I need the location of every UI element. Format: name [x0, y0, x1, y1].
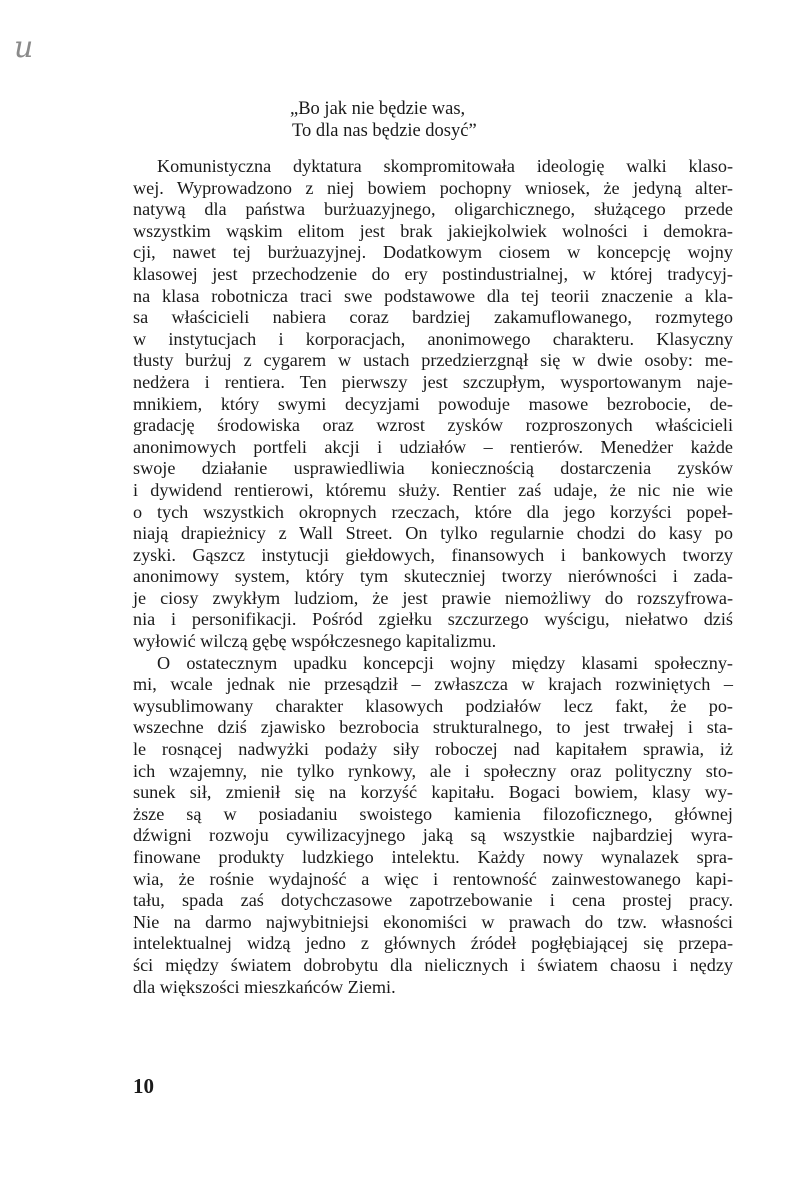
text-line: wszechne dziś zjawisko bezrobocia strukturalnego, to jest trwałej i sta- [133, 717, 733, 738]
text-line: i dywidend rentierowi, któremu służy. Rentier zaś udaje, że nic nie wie [133, 479, 733, 500]
text-line: anonimowych portfeli akcji i udziałów – rentierów. Menedżer każde [133, 436, 733, 457]
text-line: cji, nawet tej burżuazyjnej. Dodatkowym ciosem w koncepcję wojny [133, 242, 733, 263]
text-line: O ostatecznym upadku koncepcji wojny między klasami społeczny- [157, 652, 733, 673]
text-line: wyłowić wilczą gębę współczesnego kapitalizmu. [133, 631, 497, 652]
text-line: gradację środowiska oraz wzrost zysków rozproszonych właścicieli [133, 415, 733, 436]
text-line: anonimowy system, który tym skuteczniej tworzy nierówności i zada- [133, 566, 733, 587]
text-line: wia, że rośnie wydajność a więc i rentowność zainwestowanego kapi- [133, 868, 733, 889]
epigraph-line: To dla nas będzie dosyć” [292, 121, 477, 141]
text-line: w instytucjach i korporacjach, anonimowego charakteru. Klasyczny [133, 328, 733, 349]
text-line: le rosnącej nadwyżki podaży siły roboczej nad kapitałem sprawia, iż [133, 739, 733, 760]
handwritten-margin-note: и [14, 30, 32, 65]
body-text [133, 156, 733, 998]
epigraph-line: „Bo jak nie będzie was, [290, 99, 466, 119]
text-line: nia i personifikacji. Pośród zgiełku szczurzego wyścigu, niełatwo dziś [133, 609, 733, 630]
text-line: Nie na darmo najwybitniejsi ekonomiści w prawach do tzw. własności [133, 911, 733, 932]
text-line: natywą dla państwa burżuazyjnego, oligarchicznego, służącego przede [133, 199, 733, 220]
text-line: mnikiem, który swymi decyzjami powoduje masowe bezrobocie, de- [133, 393, 733, 414]
text-line: nedżera i rentiera. Ten pierwszy jest szczupłym, wysportowanym naje- [133, 371, 733, 392]
text-line: mi, wcale jednak nie przesądził – zwłaszcza w krajach rozwiniętych – [133, 674, 733, 695]
text-line: ższe są w posiadaniu swoistego kamienia filozoficznego, głównej [133, 803, 733, 824]
text-line: ści między światem dobrobytu dla nielicznych i światem chaosu i nędzy [133, 954, 733, 975]
paragraph [133, 653, 733, 999]
text-line: intelektualnej widzą jedno z głównych źródeł pogłębiającej się przepa- [133, 933, 733, 954]
text-line: wej. Wyprowadzono z niej bowiem pochopny wniosek, że jedyną alter- [133, 177, 733, 198]
text-line: dla większości mieszkańców Ziemi. [133, 976, 396, 997]
text-line: ich wzajemny, nie tylko rynkowy, ale i społeczny oraz polityczny sto- [133, 760, 733, 781]
text-line: Komunistyczna dyktatura skompromitowała ideologię walki klaso- [157, 156, 733, 176]
text-line: je ciosy zwykłym ludziom, że jest prawie niemożliwy do rozszyfrowa- [133, 587, 733, 608]
text-line: dźwigni rozwoju cywilizacyjnego jaką są wszystkie najbardziej wyra- [133, 825, 733, 846]
text-line: wysublimowany charakter klasowych podziałów lecz fakt, że po- [133, 695, 733, 716]
text-line: sa właścicieli nabiera coraz bardziej zakamuflowanego, rozmytego [133, 307, 733, 328]
text-line: tłusty burżuj z cygarem w ustach przedzierzgnął się w dwie osoby: me- [133, 350, 733, 371]
text-line: sunek sił, zmienił się na korzyść kapitału. Bogaci bowiem, klasy wy- [133, 782, 733, 803]
paragraph [133, 156, 733, 653]
text-line: o tych wszystkich okropnych rzeczach, które dla jego korzyści popeł- [133, 501, 733, 522]
epigraph [290, 98, 590, 142]
text-line: zyski. Gąszcz instytucji giełdowych, finansowych i bankowych tworzy [133, 544, 733, 565]
page-number: 10 [133, 1074, 154, 1098]
text-line: na klasa robotnicza traci swe podstawowe dla tej teorii znaczenie a kla- [133, 285, 733, 306]
text-line: tału, spada zaś dotychczasowe zapotrzebowanie i cena prostej pracy. [133, 890, 733, 911]
text-line: wszystkim wąskim elitom jest brak jakiejkolwiek wolności i demokra- [133, 220, 733, 241]
text-line: niają drapieżnicy z Wall Street. On tylko regularnie chodzi do kasy po [133, 523, 733, 544]
text-line: klasowej jest przechodzenie do ery postindustrialnej, w której tradycyj- [133, 263, 733, 284]
text-line: swoje działanie usprawiedliwia koniecznością dostarczenia zysków [133, 458, 733, 479]
text-line: finowane produkty ludzkiego intelektu. Każdy nowy wynalazek spra- [133, 847, 733, 867]
